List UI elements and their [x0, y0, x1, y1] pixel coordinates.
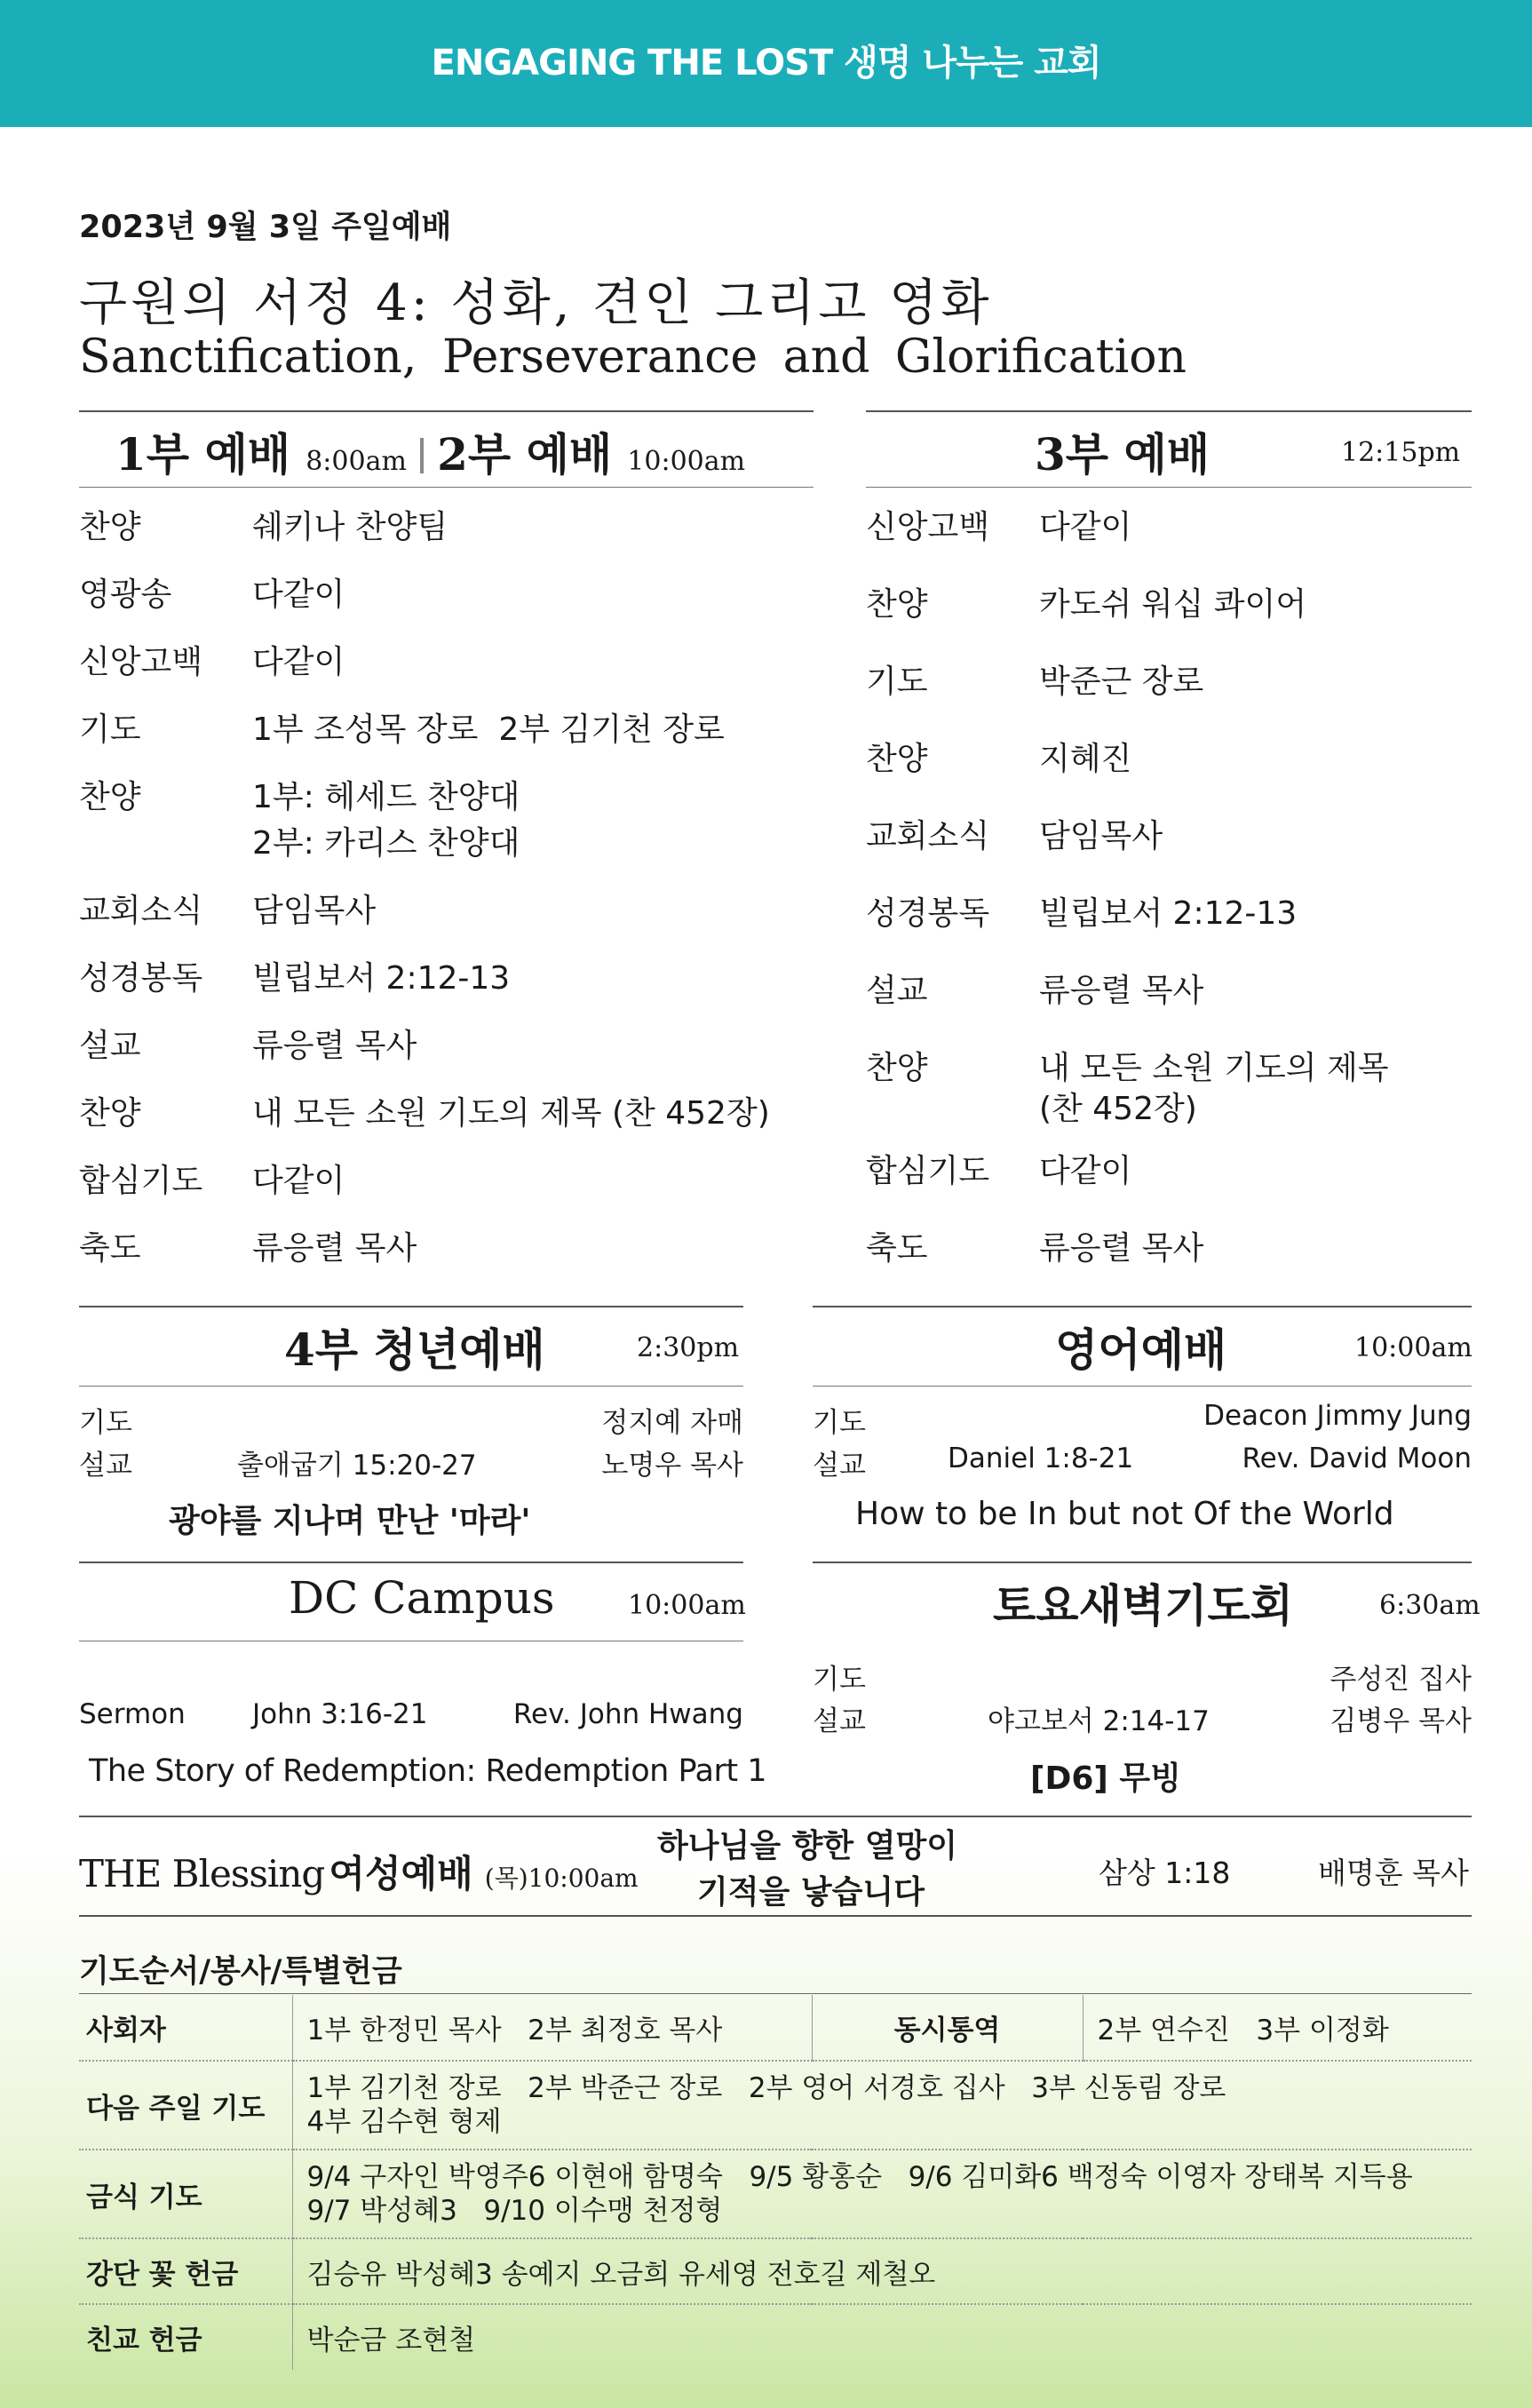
saturday-label: 토요새벽기도회 — [993, 1580, 1294, 1632]
service-date: 2023년 9월 3일 주일예배 — [79, 210, 452, 245]
table-cell: 2부 연수진 3부 이정화 — [1083, 1995, 1472, 2061]
table-row — [79, 1995, 1472, 2061]
service12-header — [115, 419, 745, 483]
top-banner: ENGAGING THE LOST 생명 나누는 교회 — [0, 0, 1532, 127]
table-row — [79, 2150, 1472, 2238]
service2-time: 10:00am — [627, 446, 746, 477]
service3-time: 12:15pm — [1341, 437, 1461, 468]
english-time: 10:00am — [1354, 1332, 1472, 1363]
table-cell: 9/4 구자인 박영주6 이현애 함명숙 9/5 황홍순 9/6 김미화6 백정숙 이영자 장태복 지득용 9/7 박성혜3 9/10 이수맹 천정형 — [292, 2150, 1472, 2238]
youth-sermon-title: 광야를 지나며 만난 '마라' — [169, 1503, 531, 1539]
dc-label: DC Campus — [289, 1572, 555, 1624]
table-head: 금식 기도 — [79, 2150, 292, 2238]
table-head: 강단 꽃 헌금 — [79, 2238, 292, 2304]
table-head: 동시통역 — [812, 1995, 1083, 2061]
blessing-title-line2: 기적을 낳습니다 — [697, 1874, 925, 1911]
service1-time: 8:00am — [306, 446, 407, 477]
service1-label: 1부 예배 — [115, 428, 291, 481]
english-label: 영어예배 — [1055, 1323, 1227, 1376]
table-head: 사회자 — [79, 1995, 292, 2061]
saturday-sermon-title: [D6] 무빙 — [1030, 1760, 1181, 1797]
sermon-title-english: Sanctification, Perseverance and Glorification — [79, 330, 1187, 384]
blessing-time: (목)10:00am — [484, 1864, 639, 1893]
service3-label: 3부 예배 — [1035, 428, 1211, 481]
sermon-title-korean: 구원의 서정 4: 성화, 견인 그리고 영화 — [79, 274, 993, 332]
blessing-label-en: THE Blessing — [79, 1852, 325, 1895]
table-row — [79, 2304, 1472, 2370]
service-roles-table — [79, 1995, 1472, 2370]
table-row — [79, 2238, 1472, 2304]
table-cell: 박순금 조현철 — [306, 2325, 476, 2356]
table-title: 기도순서/봉사/특별헌금 — [79, 1954, 402, 1990]
table-cell: 1부 한정민 목사 2부 최정호 목사 — [292, 1995, 812, 2061]
table-head: 다음 주일 기도 — [79, 2061, 292, 2150]
dc-sermon-title: The Story of Redemption: Redemption Part 1 — [89, 1753, 766, 1789]
blessing-label-ko: 여성예배 — [329, 1852, 473, 1895]
blessing-header — [79, 1845, 639, 1898]
table-row — [79, 2061, 1472, 2150]
youth-label: 4부 청년예배 — [284, 1323, 545, 1376]
blessing-preacher: 배명훈 목사 — [1318, 1856, 1469, 1890]
table-head: 친교 헌금 — [79, 2304, 292, 2370]
saturday-time: 6:30am — [1379, 1590, 1480, 1621]
blessing-title-line1: 하나님을 향한 열망이 — [657, 1828, 958, 1864]
english-sermon-title: How to be In but not Of the World — [855, 1496, 1394, 1532]
service2-label: 2부 예배 — [437, 428, 613, 481]
divider-bar — [420, 438, 424, 473]
table-cell: 김승유 박성혜3 송예지 오금희 유세영 전호길 제철오 — [292, 2238, 1472, 2304]
youth-time: 2:30pm — [637, 1332, 740, 1363]
blessing-scripture: 삼상 1:18 — [1099, 1856, 1231, 1890]
dc-time: 10:00am — [628, 1590, 746, 1621]
table-cell: 1부 김기천 장로 2부 박준근 장로 2부 영어 서경호 집사 3부 신동림 장로 4부 김수현 형제 — [292, 2061, 1472, 2150]
